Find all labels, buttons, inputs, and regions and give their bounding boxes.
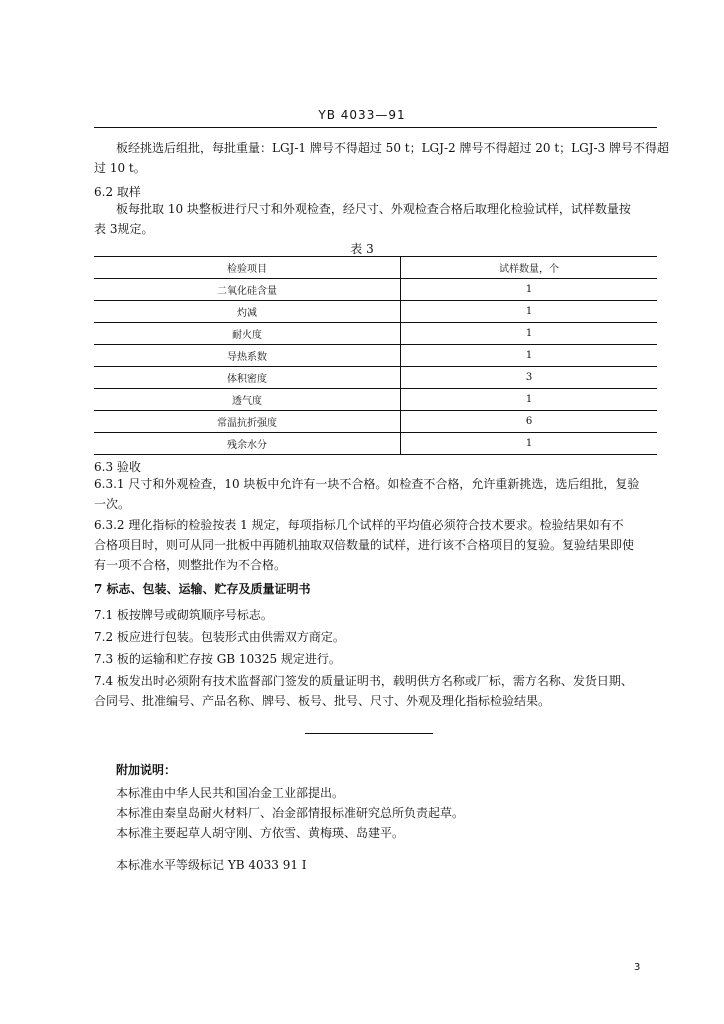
appendix xyxy=(116,760,656,843)
table-header-qty: 试样数量，个 xyxy=(401,257,658,279)
sec632-line-3: 有一项不合格，则整批作为不合格。 xyxy=(94,558,287,572)
table-cell-item: 灼减 xyxy=(94,301,401,323)
sec632-line-2: 合格项目时，则可从同一批板中再随机抽取双倍数量的试样，进行该不合格项目的复验。复验结果即使 xyxy=(94,538,635,552)
table-cell-qty: 1 xyxy=(401,345,658,367)
sec7-item-1: 7.1 板按牌号或砌筑顺序号标志。 xyxy=(94,608,273,622)
section-6-3-1 xyxy=(94,474,664,514)
table-row xyxy=(94,389,657,411)
table-row xyxy=(94,301,657,323)
table-cell-qty: 3 xyxy=(401,367,658,389)
table-cell-item: 二氧化硅含量 xyxy=(94,279,401,301)
sec7-item-2: 7.2 板应进行包装。包装形式由供需双方商定。 xyxy=(94,630,345,644)
end-separator xyxy=(305,733,433,734)
table-3-grid xyxy=(94,257,657,454)
table-cell-qty: 1 xyxy=(401,323,658,345)
sec632-line-1: 6.3.2 理化指标的检验按表 1 规定，每项指标几个试样的平均值必须符合技术要求。检验结果如有不 xyxy=(94,518,624,532)
table-cell-item: 残余水分 xyxy=(94,433,401,455)
table-cell-item: 透气度 xyxy=(94,389,401,411)
intro-paragraph xyxy=(94,138,670,178)
table-cell-item: 体积密度 xyxy=(94,367,401,389)
intro-line-1: 板经挑选后组批，每批重量：LGJ-1 牌号不得超过 50 t；LGJ-2 牌号不得超过 20 t；LGJ-3 牌号不得超 xyxy=(116,141,670,155)
table-row xyxy=(94,433,657,455)
sec7-item-3: 7.3 板的运输和贮存按 GB 10325 规定进行。 xyxy=(94,652,341,666)
table-cell-qty: 1 xyxy=(401,301,658,323)
section-6-2-heading: 6.2 取样 xyxy=(94,185,141,199)
section-6-2-body xyxy=(94,199,664,239)
section-6-3-heading: 6.3 验收 xyxy=(94,460,141,474)
table-3-caption: 表 3 xyxy=(350,242,374,256)
table-row xyxy=(94,411,657,433)
table-cell-item: 耐火度 xyxy=(94,323,401,345)
table-header-row xyxy=(94,257,657,279)
table-row xyxy=(94,345,657,367)
section-7-items xyxy=(94,605,664,711)
appendix-heading: 附加说明： xyxy=(116,763,177,777)
table-row xyxy=(94,367,657,389)
appendix-line-2: 本标准由秦皇岛耐火材料厂、冶金部情报标准研究总所负责起草。 xyxy=(116,806,465,820)
appendix-line-3: 本标准主要起草人胡守刚、方依雪、黄梅瑛、岛建平。 xyxy=(116,826,405,840)
sec631-line-1: 6.3.1 尺寸和外观检查，10 块板中允许有一块不合格。如检查不合格，允许重新挑选，选后组批，复验 xyxy=(94,477,640,491)
table-cell-qty: 6 xyxy=(401,411,658,433)
table-cell-item: 常温抗折强度 xyxy=(94,411,401,433)
table-cell-item: 导热系数 xyxy=(94,345,401,367)
sec62-line-1: 板每批取 10 块整板进行尺寸和外观检查，经尺寸、外观检查合格后取理化检验试样，试样数量按 xyxy=(116,202,631,216)
intro-line-2: 过 10 t。 xyxy=(94,161,146,175)
section-6-3-2 xyxy=(94,515,664,575)
section-7-heading: 7 标志、包装、运输、贮存及质量证明书 xyxy=(94,582,311,596)
table-cell-qty: 1 xyxy=(525,438,533,449)
table-cell-qty: 1 xyxy=(401,389,658,411)
table-row xyxy=(94,323,657,345)
sec62-line-2: 表 3规定。 xyxy=(94,222,154,236)
table-header-item: 检验项目 xyxy=(94,257,401,279)
table-row xyxy=(94,279,657,301)
sec7-item-4-line-2: 合同号、批准编号、产品名称、牌号、板号、批号、尺寸、外观及理化指标检验结果。 xyxy=(94,694,551,708)
sec631-line-2: 一次。 xyxy=(94,497,131,511)
table-3 xyxy=(94,256,657,455)
page-number: 3 xyxy=(634,962,641,973)
page-header: YB 4033—91 xyxy=(318,108,406,122)
sec7-item-4: 7.4 板发出时必须附有技术监督部门签发的质量证明书，载明供方名称或厂标，需方名称、发货日期、 xyxy=(94,674,633,688)
standard-grade-mark: 本标准水平等级标记 YB 4033 91 I xyxy=(116,858,307,872)
table-cell-qty: 1 xyxy=(401,279,658,301)
header-rule xyxy=(94,127,657,128)
appendix-line-1: 本标准由中华人民共和国冶金工业部提出。 xyxy=(116,786,345,800)
